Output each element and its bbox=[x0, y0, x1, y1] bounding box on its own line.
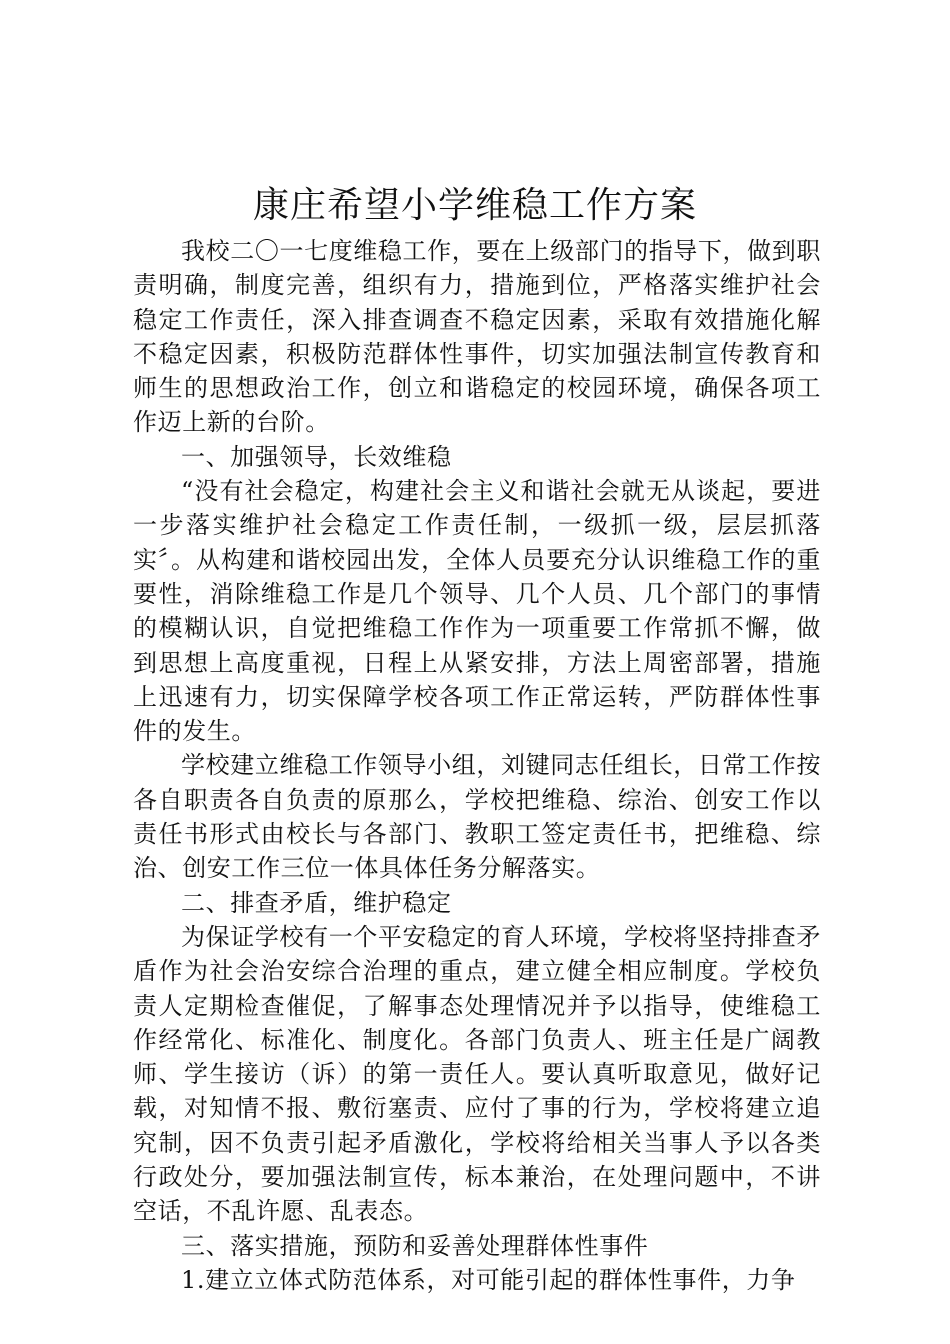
section-2-paragraph-1: 为保证学校有一个平安稳定的育人环境，学校将坚持排查矛盾作为社会治安综合治理的重点，建立健全相应制度。学校负责人定期检查催促，了解事态处理情况并予以指导，使维稳工作经常化、标准化、制度化。各部门负责人、班主任是广阔教师、学生接访（诉）的第一责任人。要认真听取意见，做好记载，对知情不报、敷衍塞责、应付了事的行为，学校将建立追究制，因不负责引起矛盾激化，学校将给相关当事人予以各类行政处分，要加强法制宣传，标本兼治，在处理问题中，不讲空话，不乱许愿、乱表态。 bbox=[133, 922, 821, 1226]
section-3-paragraph-1: 1.建立立体式防范体系，对可能引起的群体性事件，力争 bbox=[181, 1265, 796, 1294]
section-1-paragraph-1: “没有社会稳定，构建社会主义和谐社会就无从谈起，要进一步落实维护社会稳定工作责任制，一级抓一级，层层抓落实〞。从构建和谐校园出发，全体人员要充分认识维稳工作的重要性，消除维稳工作是几个领导、几个人员、几个部门的事情的模糊认识，自觉把维稳工作作为一项重要工作常抓不懈，做到思想上高度重视，日程上从紧安排，方法上周密部署，措施上迅速有力，切实保障学校各项工作正常运转，严防群体性事件的发生。 bbox=[133, 477, 821, 746]
section-1-paragraph-2: 学校建立维稳工作领导小组，刘键同志任组长，日常工作按各自职责各自负责的原那么，学校把维稳、综治、创安工作以责任书形式由校长与各部门、教职工签定责任书，把维稳、综治、创安工作三位一体具体任务分解落实。 bbox=[133, 751, 821, 883]
document-title: 康庄希望小学维稳工作方案 bbox=[252, 185, 697, 226]
document-body bbox=[133, 234, 821, 1297]
section-2-heading: 二、排查矛盾，维护稳定 bbox=[181, 888, 452, 917]
section-1-heading: 一、加强领导，长效维稳 bbox=[181, 442, 452, 471]
section-3-heading: 三、落实措施，预防和妥善处理群体性事件 bbox=[181, 1231, 649, 1260]
intro-paragraph: 我校二〇一七度维稳工作，要在上级部门的指导下，做到职责明确，制度完善，组织有力，措施到位，严格落实维护社会稳定工作责任，深入排查调查不稳定因素，采取有效措施化解不稳定因素，积极防范群体性事件，切实加强法制宣传教育和师生的思想政治工作，创立和谐稳定的校园环境，确保各项工作迈上新的台阶。 bbox=[133, 237, 821, 437]
